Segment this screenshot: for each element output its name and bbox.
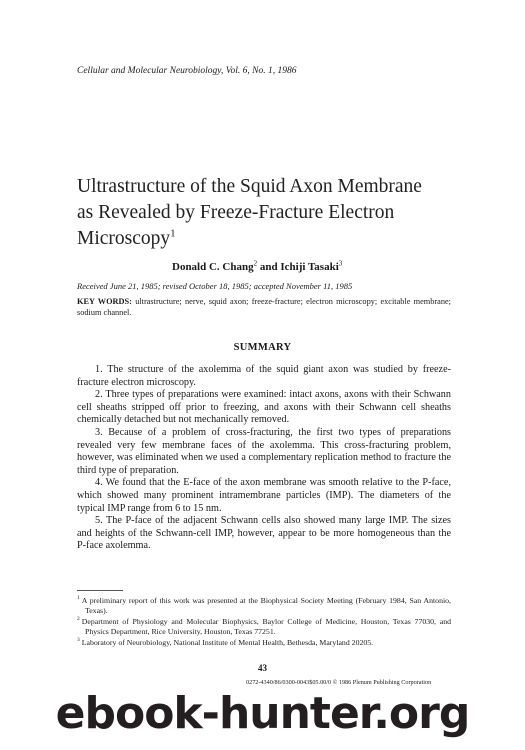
title-line-2: as Revealed by Freeze-Fracture Electron bbox=[77, 202, 395, 223]
summary-paragraph-3: 3. Because of a problem of cross-fracturing, the first two types of preparations revealed very few membrane faces of the axolemma. This cross-fracturing problem, however, was eliminated when we used a complementary replication method to fracture the third type of preparation. bbox=[77, 426, 451, 476]
summary-paragraph-4: 4. We found that the E-face of the axon membrane was smooth relative to the P-face, which showed many prominent intramembrane particles (IMP). The diameters of the typical IMP range from 6 to 15 nm. bbox=[77, 477, 451, 514]
author-2-footnote-marker: 3 bbox=[338, 259, 343, 268]
title-line-3-text: Microscopy bbox=[77, 228, 171, 249]
title-line-1: Ultrastructure of the Squid Axon Membrane bbox=[77, 176, 422, 197]
keywords-text: ultrastructure; nerve, squid axon; freeze-fracture; electron microscopy; excitable membrane; sodium channel. bbox=[77, 297, 451, 317]
page-number: 43 bbox=[258, 663, 267, 673]
article-title bbox=[77, 174, 457, 252]
summary-heading: SUMMARY bbox=[233, 342, 292, 353]
title-line-3 bbox=[77, 226, 457, 252]
footnote-3-text: Laboratory of Neurobiology, National Institute of Mental Health, Bethesda, Maryland 20205. bbox=[81, 638, 374, 647]
watermark-text: ebook-hunter.org bbox=[55, 688, 470, 739]
author-connector: and bbox=[259, 261, 278, 273]
footnote-divider bbox=[77, 590, 123, 591]
title-footnote-marker: 1 bbox=[170, 227, 176, 240]
copyright-line: 0272-4340/86/0300-0043$05.00/0 © 1986 Plenum Publishing Corporation bbox=[246, 679, 432, 686]
footnote-2-text: Department of Physiology and Molecular Biophysics, Baylor College of Medicine, Houston, Texas 77030, and Physics Department, Rice University, Houston, Texas 77251. bbox=[81, 617, 451, 636]
summary-body bbox=[77, 364, 451, 553]
footnote-3-marker: 3 bbox=[77, 637, 80, 644]
journal-citation: Cellular and Molecular Neurobiology, Vol. 6, No. 1, 1986 bbox=[77, 66, 297, 76]
footnote-2-marker: 2 bbox=[77, 616, 80, 623]
received-dates: Received June 21, 1985; revised October 18, 1985; accepted November 11, 1985 bbox=[77, 281, 353, 291]
footnote-3 bbox=[77, 638, 451, 648]
footnote-1-text: A preliminary report of this work was presented at the Biophysical Society Meeting (February 1984, San Antonio, Texas). bbox=[81, 596, 451, 615]
author-1: Donald C. Chang bbox=[172, 261, 254, 273]
keywords bbox=[77, 297, 451, 318]
summary-paragraph-5: 5. The P-face of the adjacent Schwann cells also showed many large IMP. The sizes and heights of the Schwann-cell IMP, however, appear to be more homogeneous than the P-face axolemma. bbox=[77, 515, 451, 552]
footnotes bbox=[77, 596, 451, 649]
summary-paragraph-2: 2. Three types of preparations were examined: intact axons, axons with their Schwann cell sheaths stripped off prior to freezing, and axons with their Schwann cell sheaths chemically detached but not mechanically removed. bbox=[77, 389, 451, 426]
footnote-2 bbox=[77, 617, 451, 637]
footnote-1 bbox=[77, 596, 451, 616]
authors bbox=[172, 261, 342, 273]
author-2: Ichiji Tasaki bbox=[280, 261, 339, 273]
summary-paragraph-1: 1. The structure of the axolemma of the squid giant axon was studied by freeze-fracture electron microscopy. bbox=[77, 364, 451, 388]
keywords-label: KEY WORDS: bbox=[77, 297, 132, 306]
footnote-1-marker: 1 bbox=[77, 595, 80, 602]
author-1-footnote-marker: 2 bbox=[253, 259, 258, 268]
